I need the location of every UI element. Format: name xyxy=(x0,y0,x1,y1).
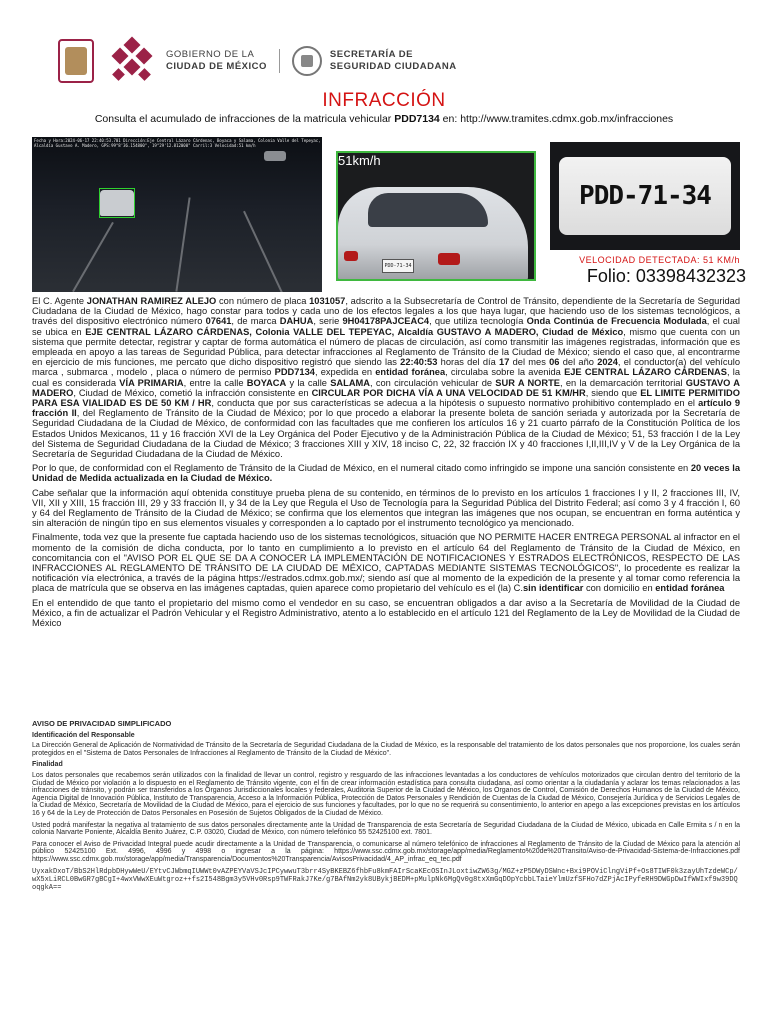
distant-car xyxy=(264,151,286,161)
privacy-sub-responsible: Identificación del Responsable xyxy=(32,731,135,739)
privacy-sub-purpose: Finalidad xyxy=(32,761,63,769)
tail-light-left xyxy=(344,251,358,261)
paragraph-3: Cabe señalar que la información aquí obtenida constituye prueba plena de su contenido, en términos de lo previsto en los artículos 1 fracciones I y II, 2 fracciones III, IV, VII, XII y XIII, 15 fracción III, 29 y 33 fracción II, y 34 de la Ley que Regula el Uso de Tecnología para la Seguridad Pública del Distrito Federal; así como 3 y 4 fracción I, 60 y 64 del Reglamento de Tránsito de la Ciudad de México; se confirma que los elementos que integran las imágenes que nos ocupan, se encuentran en forma auténtica y sin alteración de ningún tipo en sus elementos visuales y corresponden a lo captado por el instrumento tecnológico ya mencionado. xyxy=(32,487,740,529)
folio-number: Folio: 03398432323 xyxy=(586,266,746,286)
plate-image xyxy=(550,142,740,250)
privacy-text-2: Los datos personales que recabemos serán utilizados con la finalidad de llevar un control, registro y resguardo de las infracciones levantadas a los conductores de vehículos motorizados que circulan dentro del territorio de la Ciudad de México por violación a lo dispuesto en el Reglamento de Tránsito vigente, con el fin de crear información estadística para consulta ciudadana, así como orientar a la ciudadanía y aclarar los temas relacionados a las infracciones de tránsito, y podrán ser transferidos a los Órganos Jurisdiccionales locales y federales, Auditoria Superior de la Ciudad de México, los Órganos de Control, Comisión de Derechos Humanos de la Ciudad de México, Agencia Digital de Innovación Pública, Instituto de Transparencia, Acceso a la Información Pública, Protección de Datos Personales y Rendición de Cuentas de la Ciudad de México, Consejería Jurídica y de Servicios Legales de la Ciudad de México, Secretaría de Movilidad de la Ciudad de México, para el ejercicio de sus funciones y facultades, por lo que no se requerirá su consentimiento, lo anterior en apego a las excepciones previstas en los artículos 16 y 64 de la Ley de Protección de Datos Personales en Posesión de Sujetos Obligados de la Ciudad de México. xyxy=(32,771,740,817)
ssc-line2: SEGURIDAD CIUDADANA xyxy=(329,61,457,72)
speed-detected: VELOCIDAD DETECTADA: 51 KM/h xyxy=(579,255,740,265)
ssc-line1: SECRETARÍA DE xyxy=(329,49,413,60)
privacy-text-1: La Dirección General de Aplicación de Normatividad de Tránsito de la Secretaría de Seguridad Ciudadana de la Ciudad de México, es la responsable del tratamiento de los datos personales que nos proporcione, los cuales serán protegidos en el "Sistema de Datos Personales de Infracciones al Reglamento de Tránsito de la Ciudad de México". xyxy=(32,742,740,757)
ssc-logo-text xyxy=(330,49,457,73)
camera-caption-line1: Fecha y Hora:2024-06-17 22:40:53.701 Dirección:Eje Central Lázaro Cárdenas, Boyaca y Salama, Colonia Valle del Tepeyac, xyxy=(34,138,321,143)
privacy-text-4[interactable]: Para conocer el Aviso de Privacidad Integral puede acudir directamente a la Unidad de Transparencia, o comunicarse al número telefónico de infracciones al Reglamento de Tránsito de la Ciudad de México para la atención al público 52425100 Ext. 4996, 4996 y 4998 o ingresar a la página: https://www.ssc.cdmx.gob.mx/storage/app/media/Reglamento%20de%20Transito/Aviso-de-Privacidad-Sistema-de-Infracciones.pdf https://www.ssc.cdmx.gob.mx/storage/app/media/Transparencia/Documentos%20Transparencia/AvisosPrivacidad/4_AP_infrac_eq_tec.pdf xyxy=(32,840,740,863)
zoom-speed-label: 51km/h xyxy=(338,153,381,168)
paragraph-1: El C. Agente JONATHAN RAMIREZ ALEJO con número de placa 1031057, adscrito a la Subsecretaría de Control de Tránsito, dependiente de la Secretaría de Seguridad Ciudadana de la Ciudad de México, hago constar para todos y cada uno de los efectos legales a los que haya lugar, que haciendo uso de los sistemas tecnológicos, a través del dispositivo electrónico número 07641, de marca DAHUA, serie 9H04178PAJCEAC4, que utiliza tecnología Onda Continúa de Frecuencia Modulada, el cual se ubica en EJE CENTRAL LÁZARO CÁRDENAS, Colonia VALLE DEL TEPEYAC, Alcaldía GUSTAVO A MADERO, Ciudad de México, mismo que cuenta con un sistema que permite detectar, registrar y captar de forma automática el número de placas de circulación, así como transmitir las imágenes registradas, información que es empleada en apoyo a las tareas de Seguridad Pública, para detectar infracciones al Reglamento de Tránsito de la Ciudad de México; siendo el caso que, al encontrarme en ejercicio de mis funciones, me percato que dicho dispositivo registró que siendo las 22:40:53 horas del día 17 del mes 06 del año 2024, el conductor(a) del vehículo marca , submarca , modelo , placa o número de permiso PDD7134, expedida en entidad foránea, circulaba sobre la avenida EJE CENTRAL LÁZARO CÁRDENAS, la cual es considerada VÍA PRIMARIA, entre la calle BOYACA y la calle SALAMA, con circulación vehicular de SUR A NORTE, en la demarcación territorial GUSTAVO A MADERO, Ciudad de México, cometió la infracción consistente en CIRCULAR POR DICHA VÍA A UNA VELOCIDAD DE 51 KM/HR, siendo que EL LIMITE PERMITIDO PARA ESA VIALIDAD ES DE 50 KM / HR, conducta que por sus características se adecua a la hipótesis o supuesto normativo prohibitivo contemplado en el artículo 9 fracción II, del Reglamento de Tránsito de la Ciudad de México; por lo que procedo a elaborar la presente boleta de sanción seriada y autorizada por la Secretaría de Seguridad Ciudadana de la Ciudad de México, de conformidad con las facultades que me confieren los artículos 16 y 21 cuarto párrafo de la Constitución Política de los Estados Unidos Mexicanos, 11 y 16 fracción XVI de la Ley Orgánica del Poder Ejecutivo y de la Administración Pública de la Ciudad de México; 51, 53 fracción I de la Ley del Sistema de Seguridad Ciudadana de la Ciudad de México; 3 fracciones XIII y XIV, 18 inciso C, 22, 32 fracción IX y 40 fracciones I,II,III,IV y V de la Ley Orgánica de la Secretaría de Seguridad Ciudadana de la Ciudad de México. xyxy=(32,296,741,460)
road-line xyxy=(72,222,114,292)
car-plate: PDD-71-34 xyxy=(382,259,414,273)
paragraph-5: En el entendido de que tanto el propietario del mismo como el vendedor en su caso, se encuentran obligados a dar aviso a la Secretaría de Movilidad de la Ciudad de México, a fin de actualizar el Padrón Vehicular y el Registro Administrativo, atento a lo establecido en el artículo 121 del Reglamento de la Ley de Movilidad de la Ciudad de México xyxy=(32,597,741,629)
car-window xyxy=(368,193,488,227)
camera-caption-line2: Alcaldía Gustavo A. Madero, GPS:99°8'36.154800", 19°29'12.812000" Carril:3 Velocidad:51 km/h xyxy=(34,143,256,148)
camera-caption xyxy=(34,138,321,148)
road-line xyxy=(243,211,283,292)
header xyxy=(58,36,478,86)
detection-box xyxy=(99,188,135,218)
consult-plate: PDD7134 xyxy=(394,113,440,125)
paragraph-2: Por lo que, de conformidad con el Reglamento de Tránsito de la Ciudad de México, en el numeral citado como infringido se impone una sanción consistente en 20 veces la Unidad de Medida actualizada en la Ciudad de México. xyxy=(32,463,740,484)
signature-hash: UyxakDxoT/BbS2HlRdpbDHywWeU/EYtvCJWbmqIUWWt0vAZPEYVaVSJcIPCywwuT3brr4SyBKEBZ6fhbFu8kmFAIrScaKEcOSInJLoxtiwZW63g/MGZ+zP5DWyDSWnc+Bxi9POViClngViPf+Os8TIWF0k3zayUhTzdeWCp/wX5xLiRCL0BwGR7gBCgI+4wxVWwXEuWtgroz++fs2I548Bgm3y5VHv0Rsp9TWFRakJ7Ke/g7BAfNm2yk8UBykjBEDM+pMulpNk6MgQv0g8txXmGqDOpYcbbLTaieYlmUzfSFHo7dZPjAcIPyfeRH9DWGpDwIfWWIxf9w39DQoqgkA== xyxy=(32,867,738,892)
mexico-seal-icon xyxy=(58,39,94,83)
gov-logo-text xyxy=(166,49,280,73)
consult-prefix: Consulta el acumulado de infracciones de la matricula vehicular xyxy=(94,113,395,125)
gov-line2: CIUDAD DE MÉXICO xyxy=(166,61,267,72)
road-line xyxy=(175,197,190,291)
cdmx-logo-icon xyxy=(108,39,158,83)
gov-line1: GOBIERNO DE LA xyxy=(166,49,255,60)
privacy-heading: AVISO DE PRIVACIDAD SIMPLIFICADO xyxy=(32,719,172,728)
privacy-notice xyxy=(32,720,740,892)
consult-suffix: en: http://www.tramites.cdmx.gob.mx/infracciones xyxy=(439,113,674,125)
privacy-text-3: Usted podrá manifestar la negativa al tratamiento de sus datos personales directamente ante la Unidad de Transparencia de esta Secretaría de Seguridad Ciudadana de la Ciudad de México, ubicada en Calle Ermita s / n en la colonia Narvarte Poniente, Alcaldía Benito Juárez, C.P. 03020, Ciudad de México, con número telefónico 55 52425100 ext. 7801. xyxy=(32,821,740,837)
camera-wide-image xyxy=(32,137,322,292)
car-body xyxy=(338,187,528,281)
infraction-body xyxy=(32,296,740,632)
ssc-emblem-icon xyxy=(292,46,322,76)
paragraph-4: Finalmente, toda vez que la presente fue captada haciendo uso de los sistemas tecnológicos, situación que NO PERMITE HACER ENTREGA PERSONAL al infractor en el momento de la comisión de dicha conducta, por lo tanto en cumplimiento a lo previsto en el artículo 64 del Reglamento de Tránsito de la Ciudad de México, en concomitancia con el "AVISO POR EL QUE SE DA A CONOCER LA IMPLEMENTACIÓN DE NOTIFICACIONES Y ESTRADOS ELECTRÓNICOS, RESPECTO DE LAS INFRACCIONES AL REGLAMENTO DE TRÁNSITO DE LA CIUDAD DE MÉXICO, CAPTADAS MEDIANTE SISTEMAS TECNOLÓGICOS", lo procedente es realizar la notificación vía electrónica, a través de la página https://estrados.cdmx.gob.mx/; siendo así que al momento de la expedición de la presente y al tomar como referencia la placa de matrícula que se observa en las imágenes captadas, quien aparece como propietario del vehículo es el (la) C.sin identificar con domicilio en entidad foránea xyxy=(32,532,740,594)
consult-line xyxy=(0,113,768,125)
page-title: INFRACCIÓN xyxy=(322,90,446,111)
tail-light-right xyxy=(438,253,460,265)
camera-zoom-image xyxy=(336,151,536,281)
plate-text: PDD-71-34 xyxy=(559,157,731,235)
